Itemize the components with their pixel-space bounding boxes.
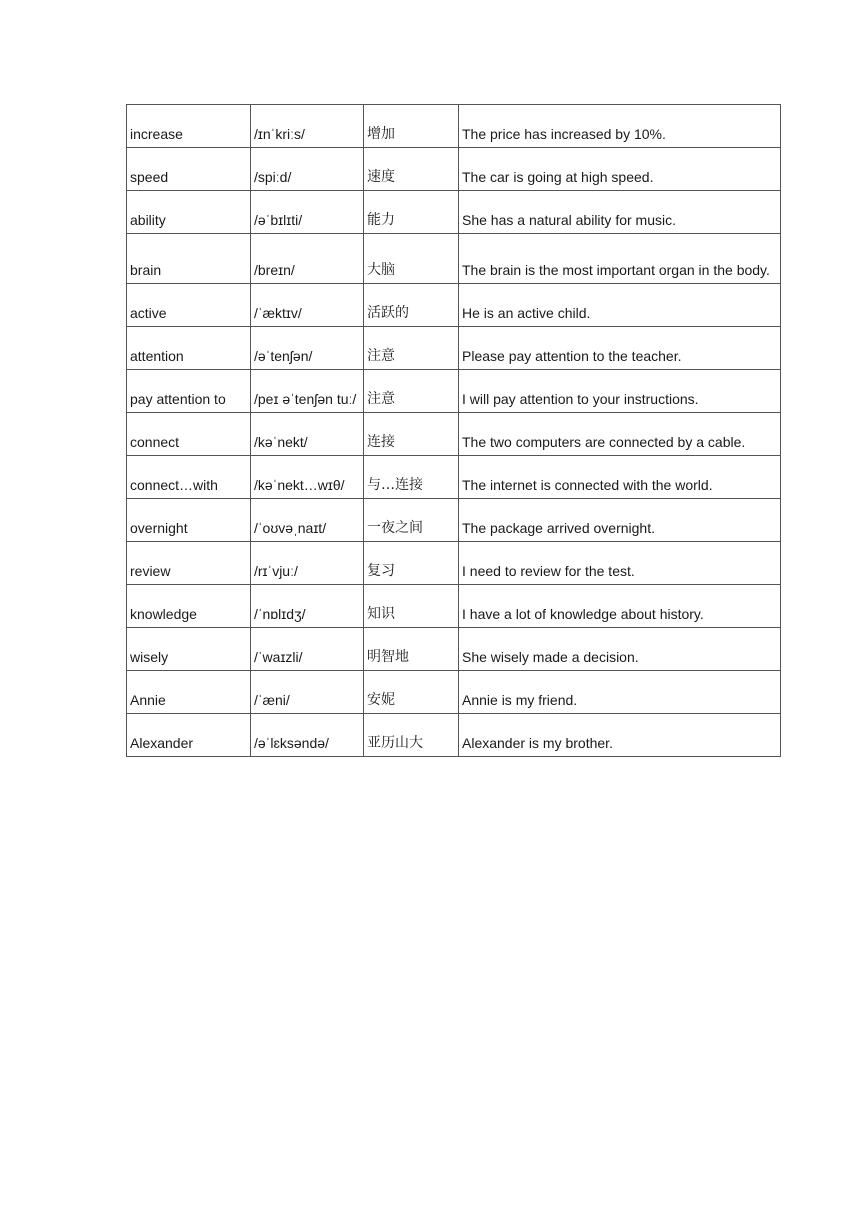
- example-cell: The brain is the most important organ in the body.: [459, 234, 781, 284]
- table-row: [127, 542, 781, 585]
- example-cell: Alexander is my brother.: [459, 714, 781, 757]
- table-row: [127, 585, 781, 628]
- table-row: [127, 105, 781, 148]
- meaning-cell: 注意: [364, 370, 459, 413]
- phonetic-cell: /ˈoʊvəˌnaɪt/: [251, 499, 364, 542]
- meaning-cell: 速度: [364, 148, 459, 191]
- word-cell: connect…with: [127, 456, 251, 499]
- example-cell: She wisely made a decision.: [459, 628, 781, 671]
- word-cell: knowledge: [127, 585, 251, 628]
- meaning-cell: 能力: [364, 191, 459, 234]
- example-cell: Annie is my friend.: [459, 671, 781, 714]
- example-cell: The internet is connected with the world.: [459, 456, 781, 499]
- example-cell: He is an active child.: [459, 284, 781, 327]
- vocabulary-table: [126, 104, 781, 757]
- example-cell: The car is going at high speed.: [459, 148, 781, 191]
- meaning-cell: 知识: [364, 585, 459, 628]
- phonetic-cell: /rɪˈvjuː/: [251, 542, 364, 585]
- word-cell: active: [127, 284, 251, 327]
- word-cell: attention: [127, 327, 251, 370]
- table-row: [127, 370, 781, 413]
- word-cell: review: [127, 542, 251, 585]
- word-cell: overnight: [127, 499, 251, 542]
- example-cell: I have a lot of knowledge about history.: [459, 585, 781, 628]
- example-cell: The two computers are connected by a cable.: [459, 413, 781, 456]
- meaning-cell: 安妮: [364, 671, 459, 714]
- example-cell: She has a natural ability for music.: [459, 191, 781, 234]
- meaning-cell: 活跃的: [364, 284, 459, 327]
- phonetic-cell: /ˈwaɪzli/: [251, 628, 364, 671]
- meaning-cell: 明智地: [364, 628, 459, 671]
- word-cell: pay attention to: [127, 370, 251, 413]
- word-cell: increase: [127, 105, 251, 148]
- table-row: [127, 148, 781, 191]
- phonetic-cell: /əˈbɪlɪti/: [251, 191, 364, 234]
- phonetic-cell: /ˈæni/: [251, 671, 364, 714]
- table-row: [127, 714, 781, 757]
- phonetic-cell: /ˈæktɪv/: [251, 284, 364, 327]
- example-cell: The package arrived overnight.: [459, 499, 781, 542]
- example-cell: Please pay attention to the teacher.: [459, 327, 781, 370]
- word-cell: connect: [127, 413, 251, 456]
- meaning-cell: 注意: [364, 327, 459, 370]
- meaning-cell: 大脑: [364, 234, 459, 284]
- phonetic-cell: /peɪ əˈtenʃən tuː/: [251, 370, 364, 413]
- word-cell: Annie: [127, 671, 251, 714]
- word-cell: Alexander: [127, 714, 251, 757]
- table-row: [127, 191, 781, 234]
- meaning-cell: 一夜之间: [364, 499, 459, 542]
- phonetic-cell: /kəˈnekt/: [251, 413, 364, 456]
- meaning-cell: 亚历山大: [364, 714, 459, 757]
- table-row: [127, 671, 781, 714]
- phonetic-cell: /ˈnɒlɪdʒ/: [251, 585, 364, 628]
- phonetic-cell: /spiːd/: [251, 148, 364, 191]
- phonetic-cell: /əˈtenʃən/: [251, 327, 364, 370]
- meaning-cell: 复习: [364, 542, 459, 585]
- word-cell: brain: [127, 234, 251, 284]
- table-row: [127, 284, 781, 327]
- table-row: [127, 234, 781, 284]
- table-row: [127, 413, 781, 456]
- phonetic-cell: /əˈlɛksəndə/: [251, 714, 364, 757]
- phonetic-cell: /ɪnˈkriːs/: [251, 105, 364, 148]
- table-row: [127, 499, 781, 542]
- word-cell: speed: [127, 148, 251, 191]
- phonetic-cell: /kəˈnekt…wɪθ/: [251, 456, 364, 499]
- word-cell: wisely: [127, 628, 251, 671]
- meaning-cell: 与…连接: [364, 456, 459, 499]
- example-cell: I will pay attention to your instructions.: [459, 370, 781, 413]
- phonetic-cell: /breɪn/: [251, 234, 364, 284]
- word-cell: ability: [127, 191, 251, 234]
- meaning-cell: 增加: [364, 105, 459, 148]
- meaning-cell: 连接: [364, 413, 459, 456]
- table-row: [127, 628, 781, 671]
- example-cell: I need to review for the test.: [459, 542, 781, 585]
- example-cell: The price has increased by 10%.: [459, 105, 781, 148]
- table-row: [127, 327, 781, 370]
- table-row: [127, 456, 781, 499]
